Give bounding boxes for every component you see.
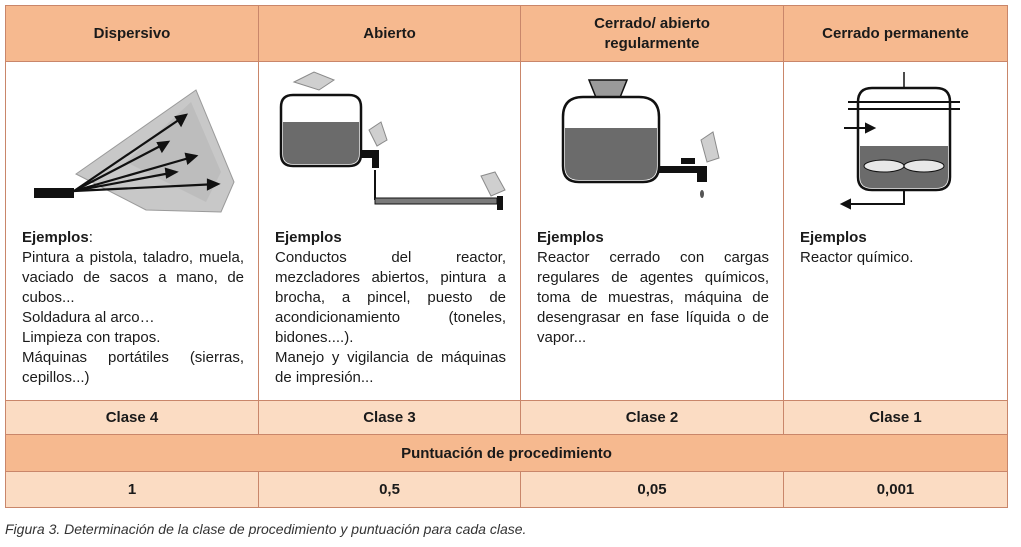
procedure-class-table-frame bbox=[5, 5, 1007, 510]
cell-dispersivo bbox=[6, 62, 259, 401]
score-class-1: 0,001 bbox=[784, 472, 1008, 508]
example-line: Soldadura al arco… bbox=[22, 309, 155, 326]
examples-label-abierto: Ejemplos bbox=[275, 229, 342, 246]
example-line: Pintura a pistola, taladro, muela, vaciado de sacos a mano, de cubos... bbox=[22, 249, 244, 306]
cell-cerrado-permanente bbox=[784, 62, 1008, 401]
example-line: Manejo y vigilancia de máquinas de impresión... bbox=[275, 349, 506, 386]
example-line: Reactor cerrado con cargas regulares de agentes químicos, toma de muestras, máquina de desengrasar en fase líquida o de vapor... bbox=[537, 249, 769, 346]
class-2: Clase 2 bbox=[521, 401, 784, 435]
cell-cerrado-abierto bbox=[521, 62, 784, 401]
score-class-4: 1 bbox=[6, 472, 259, 508]
examples-colon: : bbox=[88, 229, 93, 246]
example-line: Máquinas portátiles (sierras, cepillos...) bbox=[22, 349, 244, 386]
examples-cerrado-permanente bbox=[784, 222, 1007, 268]
example-line: Limpieza con trapos. bbox=[22, 329, 161, 346]
score-class-2: 0,05 bbox=[521, 472, 784, 508]
example-line: Conductos del reactor, mezcladores abiertos, pintura a brocha, a pincel, puesto de acondicionamiento (toneles, bidones....). bbox=[275, 249, 506, 346]
header-row bbox=[6, 6, 1008, 62]
class-1: Clase 1 bbox=[784, 401, 1008, 435]
examples-abierto bbox=[259, 222, 520, 388]
examples-dispersivo bbox=[6, 222, 258, 388]
examples-cerrado-abierto bbox=[521, 222, 783, 348]
header-cerrado-permanente: Cerrado permanente bbox=[784, 6, 1008, 62]
header-cerrado-abierto bbox=[521, 6, 784, 62]
examples-label-dispersivo: Ejemplos bbox=[22, 229, 89, 246]
header-abierto: Abierto bbox=[259, 6, 521, 62]
score-row bbox=[6, 472, 1008, 508]
score-class-3: 0,5 bbox=[259, 472, 521, 508]
example-line: Reactor químico. bbox=[800, 249, 914, 266]
header-cerrado-abierto-text: Cerrado/ abierto regularmente bbox=[594, 14, 710, 52]
class-row bbox=[6, 401, 1008, 435]
score-header: Puntuación de procedimiento bbox=[6, 435, 1008, 472]
cell-abierto bbox=[259, 62, 521, 401]
examples-row bbox=[6, 62, 1008, 401]
score-header-row bbox=[6, 435, 1008, 472]
open-tank-illustration bbox=[259, 62, 520, 222]
class-3: Clase 3 bbox=[259, 401, 521, 435]
procedure-class-table bbox=[5, 5, 1008, 508]
closed-reactor-with-hatch-illustration bbox=[521, 62, 783, 222]
sealed-reactor-illustration bbox=[784, 62, 1007, 222]
examples-label-cerrado-permanente: Ejemplos bbox=[800, 229, 867, 246]
examples-label-cerrado-abierto: Ejemplos bbox=[537, 229, 604, 246]
header-dispersivo: Dispersivo bbox=[6, 6, 259, 62]
figure-caption: Figura 3. Determinación de la clase de procedimiento y puntuación para cada clase. bbox=[5, 521, 527, 537]
dispersive-spray-illustration bbox=[6, 62, 258, 222]
class-4: Clase 4 bbox=[6, 401, 259, 435]
